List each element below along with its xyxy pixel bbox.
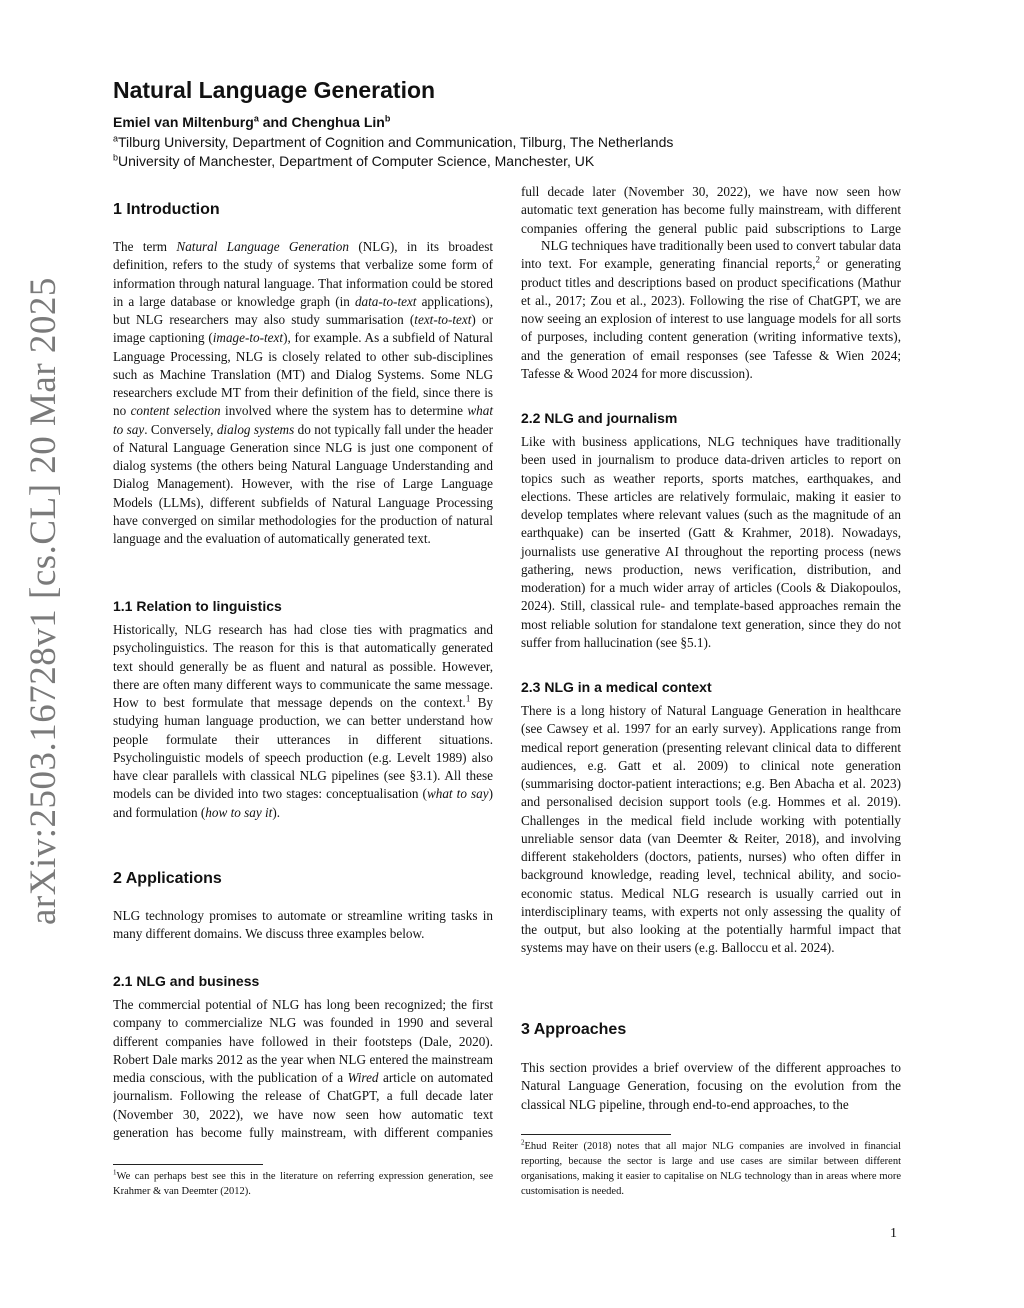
affiliation-marker: a bbox=[113, 133, 119, 144]
section-heading: 3 Approaches bbox=[521, 1021, 627, 1038]
subsection-heading: 2.1 NLG and business bbox=[113, 973, 260, 989]
footnote-rule bbox=[113, 1164, 263, 1165]
footnote-marker[interactable]: 2 bbox=[815, 254, 821, 265]
footnote: $^1$We can perhaps best see this in the literature on referring expression generation, see Krahmer & van Deemter (2012). bbox=[113, 1168, 493, 1197]
footnote-rule bbox=[521, 1134, 671, 1135]
page-number: 1 bbox=[890, 1226, 897, 1241]
author-name: Emiel van Miltenburg bbox=[113, 114, 254, 130]
paragraph: There is a long history of Natural Language Generation in healthcare (see Cawsey et al. 1997 for an early survey). Applications range from medical report generation (presenting relevant clinical data to different audiences, e.g. Gatt et al. 2009) to clinical note generation (summarising doctor-patient interactions; e.g. Ben Abacha et al. 2023) and personalised decision support tools (e.g. Hommes et al. 2019). Challenges in the medical field include working with potentially unreliable sensor data (van Deemter & Reiter, 2018), and involving different stakeholders (doctors, patients, nurses) who often differ in background knowledge, reading level, technical ability, and socio-economic status. Medical NLG research is usually carried out in interdisciplinary teams, with experts not only assessing the quality of the output, but also looking at the potentially harmful impact that systems may have on their users (e.g. Balloccu et al. 2024). bbox=[521, 703, 901, 956]
affiliation-text: University of Manchester, Department of Computer Science, Manchester, UK bbox=[118, 153, 595, 169]
affiliation-text: Tilburg University, Department of Cognition and Communication, Tilburg, The Netherlands bbox=[118, 134, 674, 150]
paragraph: Historically, NLG research has had close ties with pragmatics and psycholinguistics. The reason for this is that automatically generated text should generally be as fluent and natural as possible. However, there are often many different ways to communicate the same message. How to best formulate that message depends on the context.$^1$ By studying human language production, we can better understand how people formulate their utterances in different situations. Psycholinguistic models of speech production (e.g. Levelt 1989) also have clear parallels with classical NLG pipelines (see §3.1). All these models can be divided into two stages: conceptualisation (what to say) and formulation (how to say it). bbox=[113, 622, 493, 820]
section-heading: 2 Applications bbox=[113, 870, 222, 887]
subsection-heading: 1.1 Relation to linguistics bbox=[113, 598, 282, 614]
footnote-number: 1 bbox=[113, 1168, 117, 1177]
paragraph: NLG techniques have traditionally been used to convert tabular data into text. For example, generating financial reports,$^2$ or generating product titles and descriptions based on product specifications (Mathur et al., 2017; Zou et al., 2023). Following the rise of ChatGPT, we are now seeing an explosion of interest to use language models for all sorts of purposes, including content generation (writing informative texts), and the generation of email responses (see Tafesse & Wien 2024; Tafesse & Wood 2024 for more discussion). bbox=[521, 238, 902, 381]
paragraph-continued: full decade later (November 30, 2022), we have now seen how automatic text generation has become fully mainstream, with different companies offering the general public paid subscriptions to Large bbox=[521, 184, 901, 236]
author-name: Chenghua Lin bbox=[291, 114, 385, 130]
footnote-marker[interactable]: 1 bbox=[465, 693, 471, 704]
paragraph: This section provides a brief overview of the different approaches to Natural Language Generation, focusing on the evolution from the classical NLG pipeline, through end-to-end approaches, to the bbox=[521, 1060, 901, 1112]
paragraph: Like with business applications, NLG techniques have traditionally been used in journalism to produce data-driven articles to report on topics such as weather reports, sports matches, earthquakes, and elections. These articles are relatively formulaic, making it easier to develop templates where relevant values (such as the magnitude of an earthquake) can be inserted (Gatt & Krahmer, 2018). Nowadays, journalists use generative AI throughout the reporting process (news gathering, news production, news verification, distribution, and moderation) for a much wider array of articles (Cools & Diakopoulos, 2024). Still, classical rule- and template-based approaches remain the most reliable solution for standalone text generation, since they do not suffer from hallucination (see §5.1). bbox=[521, 434, 901, 650]
affiliation-b bbox=[113, 153, 594, 169]
subsection-heading: 2.2 NLG and journalism bbox=[521, 410, 678, 426]
author-separator: and bbox=[258, 114, 292, 130]
affiliation-marker: a bbox=[253, 113, 259, 124]
footnote-number: 2 bbox=[521, 1138, 525, 1147]
paper-title: Natural Language Generation bbox=[113, 77, 436, 103]
author-list bbox=[113, 114, 390, 130]
arxiv-identifier-stamp: arXiv:2503.16728v1 [cs.CL] 20 Mar 2025 bbox=[23, 277, 64, 925]
footnote: $^2$Ehud Reiter (2018) notes that all major NLG companies are involved in financial reporting, because the sector is large and use cases are similar between different organisations, making it easier to capitalise on NLG technology than in areas where more customisation is needed. bbox=[521, 1138, 901, 1197]
paragraph: NLG technology promises to automate or streamline writing tasks in many different domains. We discuss three examples below. bbox=[113, 908, 493, 942]
subsection-heading: 2.3 NLG in a medical context bbox=[521, 679, 712, 695]
section-heading: 1 Introduction bbox=[113, 201, 220, 218]
affiliation-marker: b bbox=[113, 152, 119, 163]
affiliation-marker: b bbox=[384, 113, 391, 124]
paragraph: The commercial potential of NLG has long been recognized; the first company to commercialize NLG was founded in 1990 and several different companies have followed in their footsteps (Dale, 2020). Robert Dale marks 2012 as the year when NLG entered the mainstream media conscious, with the publication of a Wired article on automated journalism. Following the release of ChatGPT, a full decade later (November 30, 2022), we have now seen how automatic text generation has become fully mainstream, with different companies bbox=[113, 997, 493, 1140]
paragraph: The term Natural Language Generation (NLG), in its broadest definition, refers to the study of systems that verbalize some form of information through natural language. That information could be stored in a large database or knowledge graph (in data-to-text applications), but NLG researchers may also study summarisation (text-to-text) or image captioning (image-to-text), for example. As a subfield of Natural Language Processing, NLG is closely related to other sub-disciplines such as Machine Translation (MT) and Dialog Systems. Some NLG researchers exclude MT from their definition of the field, since there is no content selection involved where the system has to determine what to say. Conversely, dialog systems do not typically fall under the header of Natural Language Generation since NLG is just one component of dialog systems (the others being Natural Language Understanding and Dialog Management). However, with the rise of Large Language Models (LLMs), different subfields of Natural Language Processing have converged on similar methodologies for the production of natural language and the evaluation of automatically generated text. bbox=[113, 239, 494, 546]
affiliation-a bbox=[113, 134, 673, 150]
